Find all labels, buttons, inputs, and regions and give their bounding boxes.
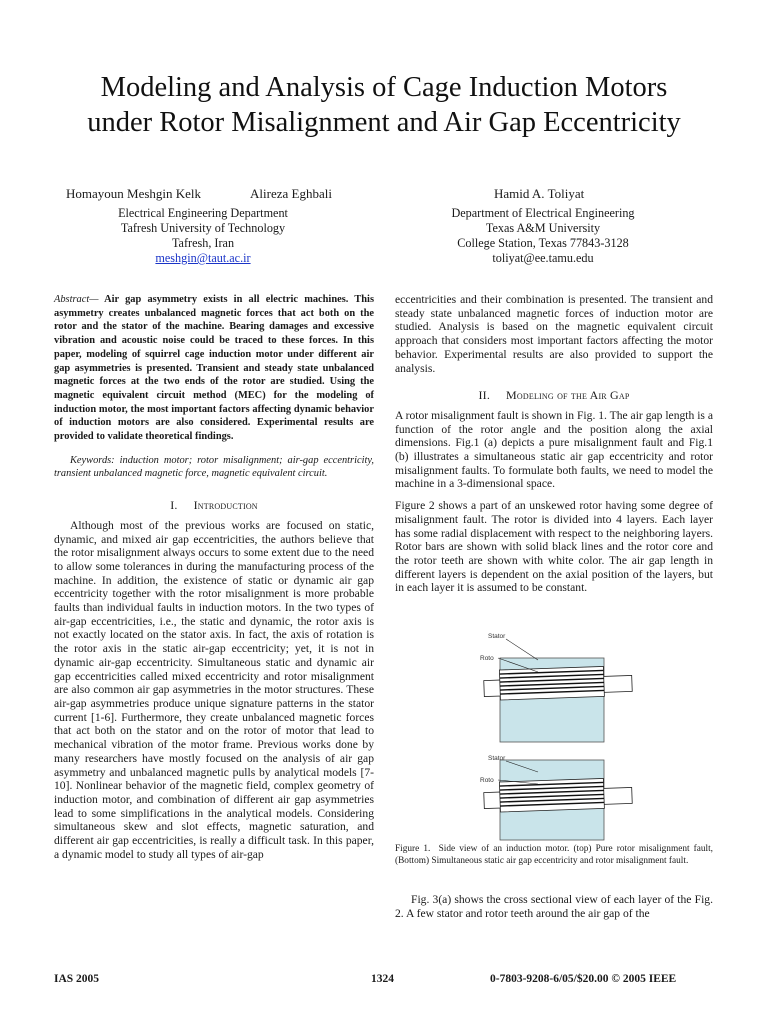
figure-1	[478, 630, 638, 842]
affiliation-right-univ: Texas A&M University	[485, 221, 601, 235]
right-column-end	[395, 893, 713, 920]
footer-copyright: 0-7803-9208-6/05/$20.00 © 2005 IEEE	[490, 973, 677, 985]
section-2-heading	[395, 389, 713, 403]
paper-title	[0, 70, 768, 140]
figure-1-bottom	[480, 755, 632, 840]
affiliation-left-city: Tafresh, Iran	[171, 236, 235, 250]
abstract-text: Air gap asymmetry exists in all electric machines. This asymmetry creates unbalanced magnetic forces that act both on the rotor and the stator of the machine. Bearing damages and excessive vibration and acoustic noise could be traced to these forces. In this paper, modeling of squirrel cage induction motor under different air gap asymmetries is presented. Transient and steady state unbalanced magnetic forces at the two ends of the rotor are studied. Using the magnetic equivalent circuit method (MEC) for the modeling of induction motor, the most important factors affecting dynamic behavior of induction motors are also considered. Experimental results are provided to validate theoretical findings.	[54, 294, 374, 443]
author-1: Homayoun Meshgin Kelk	[66, 186, 202, 201]
section-1-number: I.	[170, 498, 178, 513]
title-line-1: Modeling and Analysis of Cage Induction Motors	[100, 72, 668, 103]
section-1-heading	[54, 499, 374, 513]
left-column	[54, 293, 374, 861]
footer-page-number: 1324	[371, 973, 394, 985]
label-stator-bottom: Stator	[488, 755, 506, 762]
abstract-label: Abstract—	[54, 294, 99, 305]
section-2-number: II.	[478, 388, 491, 403]
affiliation-left-univ: Tafresh University of Technology	[120, 221, 286, 235]
footer-conference: IAS 2005	[54, 973, 100, 985]
right-column	[395, 293, 713, 595]
affiliation-left-dept: Electrical Engineering Department	[118, 206, 288, 220]
email-right: toliyat@ee.tamu.edu	[492, 251, 594, 265]
section-2-para-2: Figure 2 shows a part of an unskewed rotor having some degree of misalignment fault. The rotor is divided into 4 layers. Each layer has some radial displacement with respect to the neighboring layers. Rotor bars are shown with solid black lines and the rotor core and the rotor teeth are shown with white color. The air gap length in different layers is dependent on the axial position of the layers, but in each layer it is assumed to be constant.	[395, 499, 713, 595]
label-rotor-bottom: Roto	[480, 777, 494, 784]
section-1-body: Although most of the previous works are focused on static, dynamic, and mixed air gap eccentricities, the authors believe that the rotor misalignment always occurs to some extent due to the need to allow some tolerances in during the manufacturing process of the machine. In addition, the existence of static or dynamic air gap eccentricity together with the rotor misalignment is more probable faults than individual faults in induction motors. In the two types of air-gap eccentricities, i.e., the static and dynamic, the rotor axis is not exactly located on the stator axis. In fact, the axis of rotation is the rotor axis in the static air-gap eccentricity; yet, it is not in dynamic air-gap eccentricity. Simultaneous static and dynamic air gap eccentricities called mixed eccentricity and rotor misalignment are also common air gap asymmetries in the motor structures. These air-gap asymmetries produce unique signature patterns in the stator current [1-6]. Furthermore, they create unbalanced magnetic forces that act both on the stator and on the rotor of motor that lead to mechanical vibration of the motor frame. Previous works done by many researchers have mostly focused on the analysis of air gap asymmetry and unbalanced magnetic pulls by analytical models [7-10]. Nonlinear behavior of the magnetic field, complex geometry of induction motor, and combination of different air gap asymmetries lead to some simplifications in the analytical models. Considering simultaneous skew and slot effects, magnetic saturation, and different air gap eccentricities, is really a difficult task. In this paper, a dynamic model to study all types of air-gap	[54, 518, 374, 861]
fig3-paragraph: Fig. 3(a) shows the cross sectional view of each layer of the Fig. 2. A few stator and rotor teeth around the air gap of the	[395, 893, 713, 920]
section-2-title: Modeling of the Air Gap	[506, 388, 630, 403]
section-1-title: Introduction	[193, 498, 258, 513]
label-rotor-top: Roto	[480, 655, 494, 662]
label-stator-top: Stator	[488, 633, 506, 640]
figure-1-caption-label: Figure 1.	[395, 844, 431, 854]
figure-1-caption	[395, 844, 713, 867]
author-3: Hamid A. Toliyat	[494, 186, 585, 201]
abstract	[54, 293, 374, 444]
author-2: Alireza Eghbali	[250, 186, 332, 201]
intro-continuation: eccentricities and their combination is presented. The transient and steady state unbalanced magnetic forces of induction motor are studied. Analysis is based on the magnetic equivalent circuit approach that considers most important factors affecting the motor behavior. Experimental results are also provided to support the analysis.	[395, 293, 713, 375]
affiliation-right-city: College Station, Texas 77843-3128	[457, 236, 629, 250]
email-link-left[interactable]: meshgin@taut.ac.ir	[155, 251, 251, 265]
affiliation-left	[88, 206, 318, 266]
figure-1-top	[480, 633, 632, 742]
title-line-2: under Rotor Misalignment and Air Gap Eccentricity	[87, 107, 681, 138]
affiliation-right-dept: Department of Electrical Engineering	[451, 206, 635, 220]
section-2-para-1: A rotor misalignment fault is shown in Fig. 1. The air gap length is a function of the rotor angle and the position along the axial dimensions. Fig.1 (a) depicts a pure misalignment fault and Fig.1 (b) illustrates a simultaneous static air gap eccentricity and rotor misalignment faults. To formulate both faults, we need to model the machine in a 3-dimensional space.	[395, 408, 713, 491]
keywords: Keywords: induction motor; rotor misalignment; air-gap eccentricity, transient unbalanced magnetic force, magnetic equivalent circuit.	[54, 454, 374, 480]
figure-1-caption-text: Side view of an induction motor. (top) Pure rotor misalignment fault, (Bottom) Simultaneous static air gap eccentricity and rotor misalignment fault.	[395, 844, 714, 866]
pointer-stator-top	[506, 639, 538, 660]
affiliation-right	[430, 206, 656, 266]
